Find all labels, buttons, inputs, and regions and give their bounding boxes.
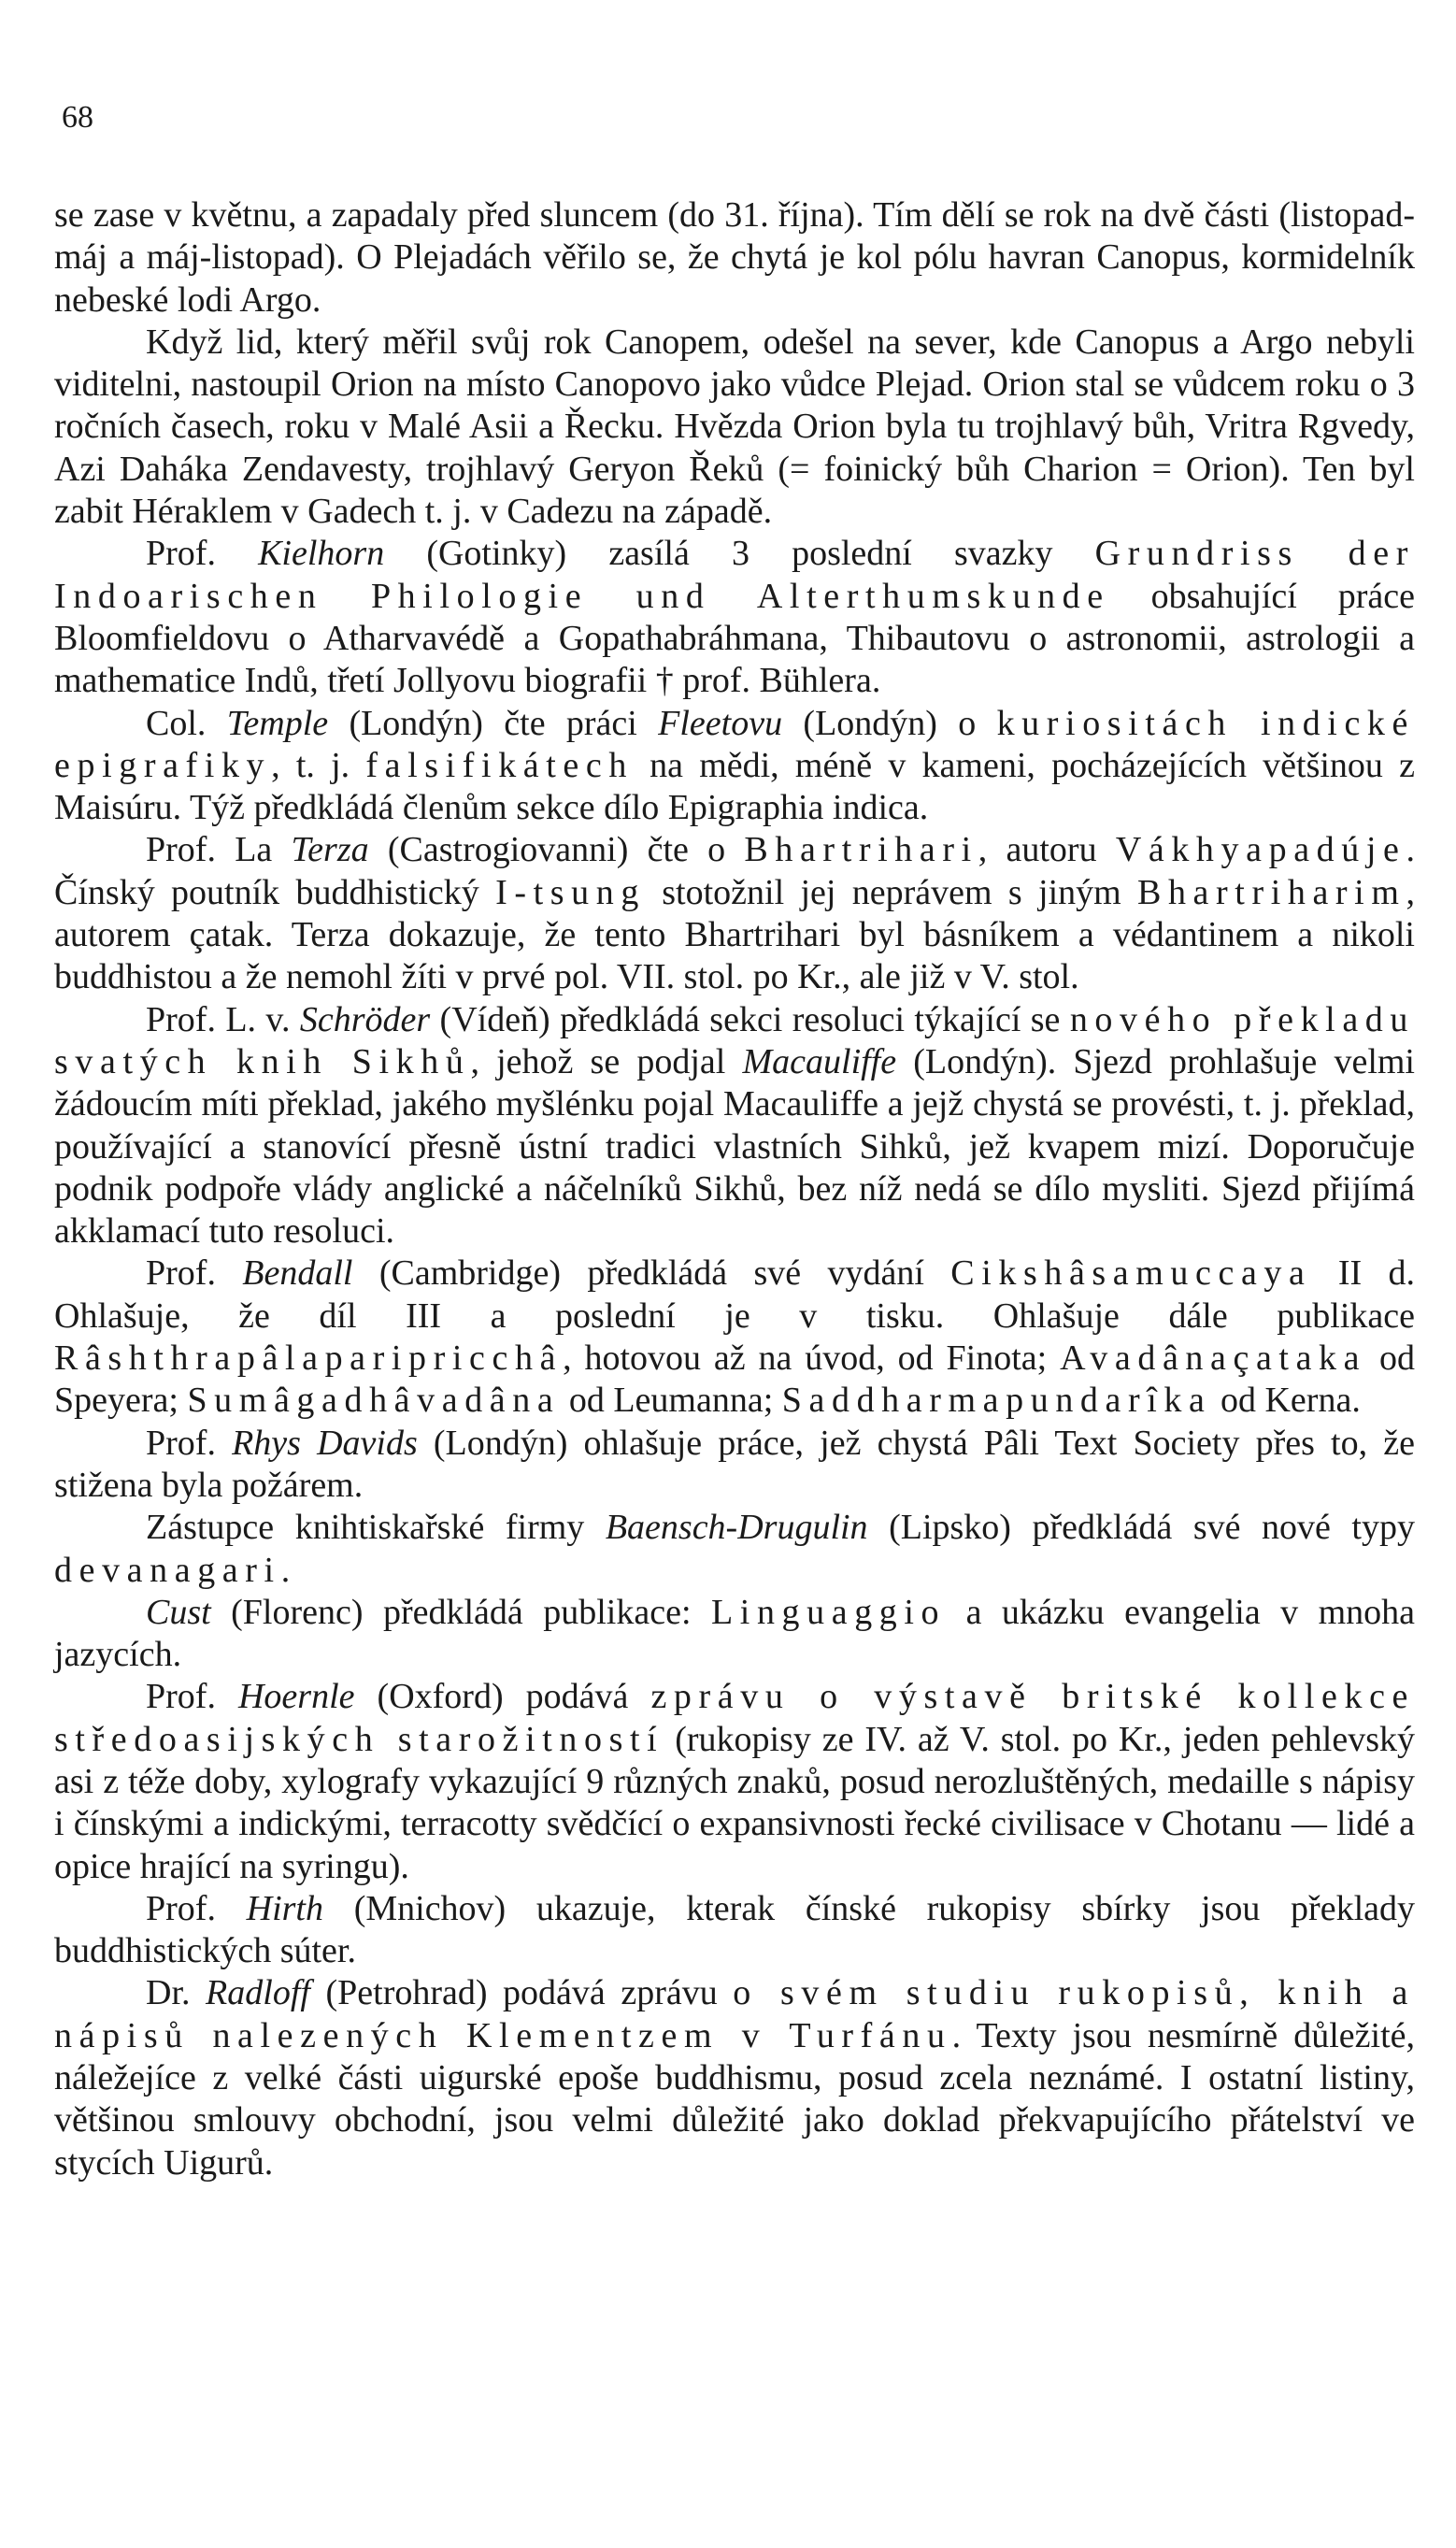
text-run: stotožnil jej neprávem s jiným [645, 872, 1138, 912]
text-run: (Mnichov) ukazuje, kterak čínské rukopisy sbírky jsou překlady buddhistických súter. [54, 1888, 1415, 1971]
spaced-emphasis: Grundriss der Indoarischen Philologie und Alterthumskunde [54, 534, 1415, 616]
paragraph [54, 999, 1415, 1253]
italic-name: Bendall [242, 1253, 353, 1294]
text-run: Prof. [146, 534, 259, 574]
text-run: se zase v květnu, a zapadaly před sluncem (do 31. října). Tím dělí se rok na dvě části (listopad-máj a máj-listopad). O Plejadách věřilo se, že chytá je kol pólu havran Canopus, kormidelník nebeské lodi Argo. [54, 195, 1415, 320]
text-run: obsahující práce Bloomfieldovu o Atharvavédě a Gopathabráhmana, Thibautovu o astronomii, astrologii a mathematice Indů, třetí Jollyovu biografii † prof. Bühlera. [54, 576, 1415, 701]
paragraph [54, 1592, 1415, 1677]
text-run: Prof. L. v. [146, 999, 300, 1039]
text-run: II d. Ohlašuje, že díl III a poslední je v tisku. Ohlašuje dále publikace [54, 1253, 1415, 1336]
spaced-emphasis: Bhartrihari [744, 830, 978, 870]
italic-name: Hoernle [237, 1677, 355, 1717]
text-run: Prof. La [146, 830, 292, 870]
italic-name: Schröder [299, 999, 431, 1039]
spaced-emphasis: devanagari [54, 1550, 281, 1590]
spaced-emphasis: Saddharmapundarîka [781, 1381, 1212, 1421]
spaced-emphasis: o svém studiu rukopisů, knih a nápisů nalezených Klementzem v Turfánu [54, 1973, 1415, 2055]
spaced-emphasis: Vákhyapadúje [1115, 830, 1406, 870]
spaced-emphasis: Râshthrapâlaparipricchâ [54, 1338, 564, 1379]
text-run: Prof. [146, 1253, 243, 1294]
italic-name: Cust [146, 1592, 211, 1632]
italic-name: Temple [226, 703, 329, 743]
text-run: (Oxford) podává [354, 1677, 651, 1717]
spaced-emphasis: Linguaggio [710, 1592, 947, 1632]
paragraph [54, 1507, 1415, 1592]
text-run: (Cambridge) předkládá své vydání [352, 1253, 951, 1294]
spaced-emphasis: zprávu o výstavě britské kollekce středoasijských starožitností [54, 1677, 1415, 1759]
text-run: Col. [146, 703, 227, 743]
spaced-emphasis: I-tsung [495, 872, 646, 912]
text-run: Dr. [146, 1973, 207, 2013]
text-run: (Castrogiovanni) čte o [368, 830, 745, 870]
text-run: od Kerna. [1211, 1381, 1361, 1421]
text-run: (Londýn) o [782, 703, 997, 743]
text-run: (rukopisy ze IV. až V. stol. po Kr., jeden pehlevský asi z téže doby, xylografy vykazující 9 různých znaků, posud nerozluštěných, medaille s nápisy i čínskými a indickými, terracotty svědčící o expansivnosti řecké civilisace v Chotanu — lidé a opice hrající na syringu). [54, 1719, 1415, 1886]
text-run: (Londýn). Sjezd prohlašuje velmi žádoucím míti překlad, jakého myšlénku pojal Macauliffe a jejž chystá se provésti, t. j. překlad, používající a stanovící přesně ústní tradici vlastních Sihků, jež kvapem mizí. Doporučuje podnik podpoře vlády anglické a náčelníků Sikhů, bez níž nedá se dílo mysliti. Sjezd přijímá akklamací tuto resoluci. [54, 1041, 1415, 1252]
spaced-emphasis: Sumâgadhâvadâna [187, 1381, 561, 1421]
italic-name: Baensch-Drugulin [605, 1508, 868, 1548]
italic-name: Macauliffe [742, 1041, 897, 1081]
text-run: , autoru [978, 830, 1116, 870]
text-run: Prof. [146, 1888, 247, 1928]
paragraph [54, 1423, 1415, 1508]
italic-name: Fleetovu [658, 703, 783, 743]
text-run: (Gotinky) zasílá 3 poslední svazky [384, 534, 1095, 574]
paragraph [54, 703, 1415, 830]
text-run: , t. j. [271, 745, 366, 785]
text-run: (Petrohrad) podává zprávu [309, 1973, 734, 2013]
spaced-emphasis: nového překladu svatých knih Sikhů [54, 999, 1416, 1081]
paragraph [54, 829, 1415, 998]
spaced-emphasis: Cikshâsamuccaya [950, 1253, 1312, 1294]
paragraph [54, 1888, 1415, 1973]
text-run: Když lid, který měřil svůj rok Canopem, odešel na sever, kde Canopus a Argo nebyli viditelni, nastoupil Orion na místo Canopovo jako vůdce Plejad. Orion stal se vůdcem roku o 3 ročních časech, roku v Malé Asii a Řecku. Hvězda Orion byla tu trojhlavý bůh, Vritra Rgvedy, Azi Daháka Zendavesty, trojhlavý Geryon Řeků (= foinický bůh Charion = Orion). Ten byl zabit Héraklem v Gadech t. j. v Cadezu na západě. [54, 322, 1415, 532]
spaced-emphasis: Bhartriharim [1137, 872, 1406, 912]
text-run: , autorem çatak. Terza dokazuje, že tento Bhartrihari byl básníkem a védantinem a nikoli buddhistou a že nemohl žíti v prvé pol. VII. stol. po Kr., ale již v V. stol. [54, 872, 1415, 997]
text-run: (Vídeň) předkládá sekci resoluci týkající se [430, 999, 1070, 1039]
text-run: od Leumanna; [560, 1381, 782, 1421]
text-run: (Florenc) předkládá publikace: [210, 1592, 711, 1632]
spaced-emphasis: falsifikátech [365, 745, 634, 785]
text-run: Prof. [146, 1423, 233, 1463]
text-run: . Texty jsou nesmírně důležité, náležejíce z velké části uigurské epoše buddhismu, posud zcela neznámé. I ostatní listiny, většinou smlouvy obchodní, jsou velmi důležité jako doklad překvapujícího přátelství ve stycích Uigurů. [54, 2015, 1416, 2183]
paragraph [54, 533, 1415, 702]
italic-name: Rhys Davids [232, 1423, 418, 1463]
text-run: od Speyera; [54, 1338, 1415, 1421]
text-run: (Londýn) ohlašuje práce, jež chystá Pâli Text Society přes to, že stižena byla požárem. [54, 1423, 1415, 1505]
spaced-emphasis: kuriositách indické epigrafiky [54, 703, 1415, 785]
italic-name: Kielhorn [258, 534, 385, 574]
text-run: . Čínský poutník buddhistický [54, 830, 1415, 912]
paragraph [54, 1253, 1415, 1422]
text-run: Zástupce knihtiskařské firmy [146, 1508, 606, 1548]
paragraph [54, 194, 1415, 322]
italic-name: Radloff [206, 1973, 310, 2013]
text-run: , jehož se podjal [470, 1041, 743, 1081]
paragraph [54, 1972, 1415, 2183]
text-run: (Lipsko) předkládá své nové typy [867, 1508, 1415, 1548]
text-run: . [280, 1550, 291, 1590]
page-number: 68 [62, 100, 93, 135]
italic-name: Terza [291, 830, 369, 870]
text-run: (Londýn) čte práci [328, 703, 659, 743]
text-run: Prof. [146, 1677, 238, 1717]
italic-name: Hirth [246, 1888, 323, 1928]
text-run: , hotovou až na úvod, od Finota; [563, 1338, 1061, 1379]
text-run: na mědi, méně v kameni, pocházejících většinou z Maisúru. Týž předkládá členům sekce dílo Epigraphia indica. [54, 745, 1415, 828]
paragraph [54, 322, 1415, 533]
text-run: a ukázku evangelia v mnoha jazycích. [54, 1592, 1416, 1675]
spaced-emphasis: Avadânaçataka [1060, 1338, 1367, 1379]
paragraph [54, 1676, 1415, 1887]
body-text [54, 194, 1415, 2184]
